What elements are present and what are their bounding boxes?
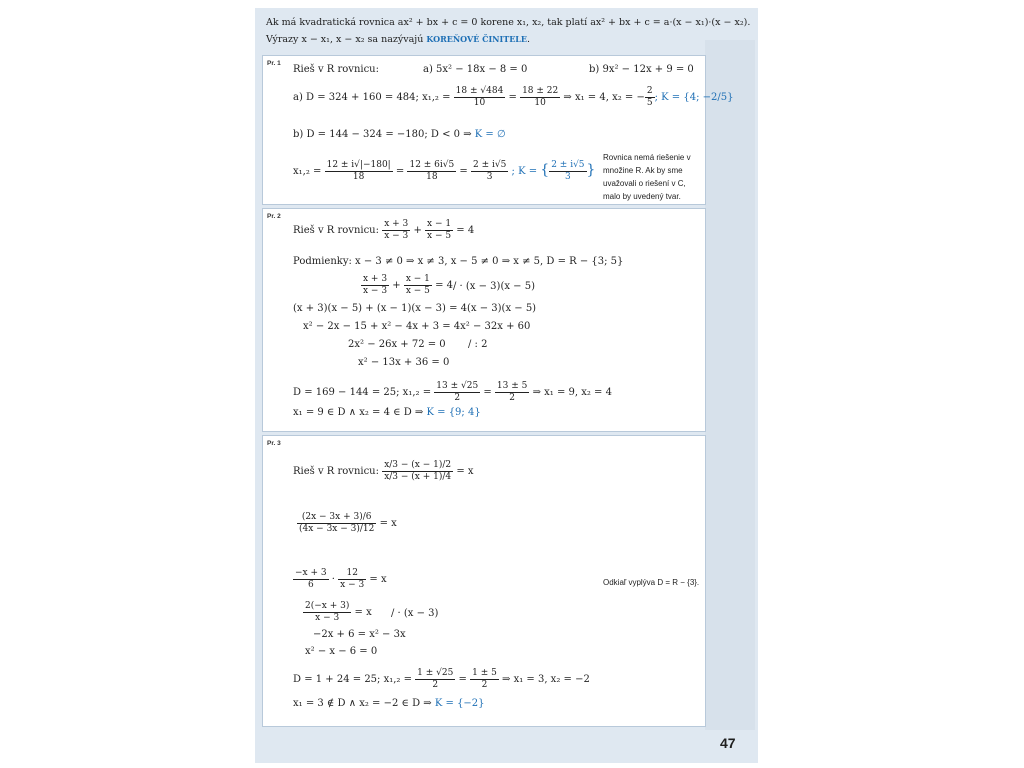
ex2-fraction-2 (425, 219, 453, 242)
c-fraction-1 (325, 160, 393, 183)
example-2-final (293, 407, 481, 419)
ex2-f2-num: x − 1 (427, 219, 452, 229)
example-3-step-3 (303, 601, 372, 624)
ex2-fraction-1 (382, 219, 410, 242)
example-3-discriminant: D = 1 + 24 = 25; x₁,₂ = $\frac{1 \pm √25}{2}$ = $\frac{1 \pm 5}{2}$ ⇒ x₁ = 3, x₂ = −2 (293, 668, 590, 690)
example-2-line-3-op: / : 2 (468, 339, 488, 350)
ex2-eq-end: = 4 (456, 225, 475, 236)
ex3-s3-num: 2(−x + 3) (305, 601, 350, 611)
c-k-label: ; K = (511, 166, 538, 177)
ex3-d-f1-num: 1 ± √25 (417, 668, 454, 678)
ex2-d-f2-den: 2 (509, 393, 516, 403)
ex2r-f1-num: x + 3 (363, 274, 388, 284)
ex3-s2-fraction-2 (338, 568, 366, 591)
a-f3-num: 2 (646, 86, 653, 96)
ex2-d-f1-den: 2 (454, 393, 461, 403)
ex3-d-f1-den: 2 (432, 680, 439, 690)
a-f2-num: 18 ± 22 (522, 86, 559, 96)
c-brace-left: { (540, 162, 550, 178)
ex2-disc-end: ⇒ x₁ = 9, x₂ = 4 (532, 387, 612, 398)
intro-term: KOREŇOVÉ ČINITELE (426, 34, 528, 44)
ex3-disc-end: ⇒ x₁ = 3, x₂ = −2 (502, 674, 590, 685)
example-2-conditions: Podmienky: x − 3 ≠ 0 ⇒ x ≠ 3, x − 5 ≠ 0 ⇒ x ≠ 5, D = R − {3; 5} (293, 256, 624, 267)
ex2r-f2-num: x − 1 (405, 274, 430, 284)
ex3-d-fraction-1 (415, 668, 455, 691)
example-3-step-3-op: / · (x − 3) (391, 608, 439, 619)
ex3-d-fraction-2 (470, 668, 499, 691)
example-1-complex-roots: x₁,₂ = $\frac{12 \pm i√|-180|}{18}$ = $\frac{12 \pm 6i√5}{18}$ = $\frac{2 \pm i√5}{3}$ ; K = { $\frac{2 \pm i√5}{3}$ } (293, 160, 596, 182)
example-3-task (293, 460, 474, 483)
example-2-discriminant: D = 169 − 144 = 25; x₁,₂ = $\frac{13 \pm √25}{2}$ = $\frac{13 \pm 5}{2}$ ⇒ x₁ = 9, x₂ = 4 (293, 381, 612, 403)
example-3-panel (262, 435, 706, 727)
ex3-s2-fraction-1 (293, 568, 329, 591)
ex3-s2-num1: −x + 3 (295, 568, 327, 578)
example-3-side-note: Odkiaľ vyplýva D = R − {3}. (603, 578, 700, 587)
ex2-d-f1-num: 13 ± √25 (436, 381, 479, 391)
example-1-task: Rieš v R rovnicu: (293, 64, 379, 75)
a-fraction-2 (520, 86, 560, 109)
ex2-disc-start: D = 169 − 144 = 25; x₁,₂ = (293, 387, 432, 398)
ex3-s2-den2: x − 3 (340, 580, 365, 590)
b-result-set: K = ∅ (474, 129, 506, 140)
ex2r-eq-end: = 4 (435, 280, 454, 291)
example-2-line-4: x² − 13x + 36 = 0 (358, 357, 450, 368)
ex3-big-num: x/3 − (x − 1)/2 (384, 460, 452, 470)
ex2r-fraction-2 (404, 274, 432, 297)
a-start: a) D = 324 + 160 = 484; x₁,₂ = (293, 92, 451, 103)
c-f1-num: 12 ± i√|−180| (326, 160, 391, 170)
show-through-column (705, 40, 755, 730)
c-f3-den: 3 (486, 172, 493, 182)
ex2-d-f2-num: 13 ± 5 (496, 381, 528, 391)
ex3-s1-num: (2x − 3x + 3)/6 (297, 512, 376, 524)
ex2r-f1-den: x − 3 (363, 286, 388, 296)
a-f1-den: 10 (473, 98, 486, 108)
ex2-result-set: K = {9; 4} (426, 407, 481, 418)
ex2-f2-den: x − 5 (427, 231, 452, 241)
ex2-f1-num: x + 3 (384, 219, 409, 229)
c-k-num: 2 ± i√5 (551, 160, 585, 170)
ex3-big-fraction (382, 460, 453, 483)
example-1-eq-b: b) 9x² − 12x + 9 = 0 (589, 64, 694, 75)
ex3-s2-num2: 12 (338, 568, 366, 580)
ex3-s1-eq: = x (379, 518, 397, 529)
c-f1-den: 18 (352, 172, 365, 182)
example-1-panel (262, 55, 734, 205)
c-start: x₁,₂ = (293, 166, 322, 177)
c-k-den: 3 (565, 172, 571, 182)
b-line: b) D = 144 − 324 = −180; D < 0 ⇒ (293, 129, 472, 140)
ex3-s2-eq: = x (369, 574, 387, 585)
example-3-step-5: x² − x − 6 = 0 (305, 646, 378, 657)
ex3-s2-den1: 6 (307, 580, 314, 590)
c-k-fraction (549, 160, 586, 183)
page-number: 47 (720, 735, 736, 751)
example-3-step-2: $\frac{-x + 3}{6}$ · $\frac{12}{x - 3}$ = x (295, 568, 387, 590)
example-2-line-1: (x + 3)(x − 5) + (x − 1)(x − 3) = 4(x − 3)(x − 5) (293, 303, 537, 314)
ex3-s3-den: x − 3 (315, 613, 340, 623)
ex2-d-fraction-1 (434, 381, 480, 404)
ex3-d-f2-num: 1 ± 5 (472, 668, 497, 678)
ex3-disc-start: D = 1 + 24 = 25; x₁,₂ = (293, 674, 412, 685)
ex2-f1-den: x − 3 (384, 231, 409, 241)
a-fraction-3 (645, 86, 655, 109)
example-3-step-4: −2x + 6 = x² − 3x (313, 629, 406, 640)
ex3-s1-den: (4x − 3x − 3)/12 (299, 524, 375, 534)
example-2-multiply-op: / · (x − 3)(x − 5) (453, 281, 535, 292)
example-3-label: Pr. 3 (267, 440, 281, 447)
intro-line-2-end: . (527, 34, 531, 45)
a-mid: ⇒ x₁ = 4, x₂ = − (563, 92, 645, 103)
example-1-b-solution (293, 129, 506, 141)
ex3-d-f2-den: 2 (481, 680, 488, 690)
example-1-a-solution: a) D = 324 + 160 = 484; x₁,₂ = $\frac{18 \pm √484}{10}$ = $\frac{18 \pm 22}{10}$ ⇒ x₁ = 4, x₂ = − $\frac{2}{5}$ ; K = {4; −2/5} (293, 86, 734, 108)
ex2r-fraction-1 (361, 274, 389, 297)
a-f1-num: 18 ± √484 (455, 86, 504, 96)
ex3-task-text: Rieš v R rovnicu: (293, 466, 379, 477)
c-fraction-2 (407, 160, 456, 183)
example-3-final (293, 698, 485, 710)
ex3-s1-fraction (297, 512, 376, 535)
intro-line-2 (266, 33, 530, 46)
a-result-set: ; K = {4; −2/5} (654, 92, 734, 103)
c-f2-num: 12 ± 6i√5 (409, 160, 455, 170)
a-fraction-1 (454, 86, 506, 109)
c-fraction-3 (471, 160, 508, 183)
ex3-eq-x: = x (456, 466, 474, 477)
c-brace-right: } (586, 162, 596, 178)
ex2-final-text: x₁ = 9 ∈ D ∧ x₂ = 4 ∈ D ⇒ (293, 407, 424, 418)
ex2-task-text: Rieš v R rovnicu: (293, 225, 379, 236)
example-1-label: Pr. 1 (267, 60, 281, 67)
ex2-d-fraction-2 (495, 381, 529, 404)
example-1-note: Rovnica nemá riešenie v množine R. Ak by sme uvažovali o riešení v C, malo by uvedený tvar. (603, 153, 691, 201)
ex3-final-text: x₁ = 3 ∉ D ∧ x₂ = −2 ∈ D ⇒ (293, 698, 432, 709)
a-f2-den: 10 (534, 98, 546, 108)
example-1-eq-a: a) 5x² − 18x − 8 = 0 (423, 64, 528, 75)
example-2-label: Pr. 2 (267, 213, 281, 220)
example-2-line-3: 2x² − 26x + 72 = 0 (348, 339, 446, 350)
intro-line-2-prefix: Výrazy x − x₁, x − x₂ sa nazývajú (266, 34, 424, 45)
ex2r-f2-den: x − 5 (405, 286, 430, 296)
ex3-big-den: x/3 − (x + 1)/4 (384, 472, 452, 482)
intro-line-1: Ak má kvadratická rovnica ax² + bx + c = 0 korene x₁, x₂, tak platí ax² + bx + c = a·(x − x₁)·(x − x₂). (266, 17, 751, 28)
example-2-line-2: x² − 2x − 15 + x² − 4x + 3 = 4x² − 32x + 60 (303, 321, 531, 332)
ex3-s3-fraction (303, 601, 351, 624)
c-f3-num: 2 ± i√5 (473, 160, 507, 170)
ex3-result-set: K = {−2} (434, 698, 485, 709)
example-2-task: Rieš v R rovnicu: $\frac{x + 3}{x - 3}$ + $\frac{x - 1}{x - 5}$ = 4 (293, 219, 475, 241)
example-3-step-1 (297, 512, 397, 535)
a-f3-den: 5 (646, 98, 653, 108)
ex3-s3-eq: = x (354, 607, 372, 618)
example-2-panel (262, 208, 706, 432)
example-2-equation-repeat: $\frac{x + 3}{x - 3}$ + $\frac{x - 1}{x - 5}$ = 4 (363, 274, 454, 296)
c-f2-den: 18 (426, 172, 438, 182)
